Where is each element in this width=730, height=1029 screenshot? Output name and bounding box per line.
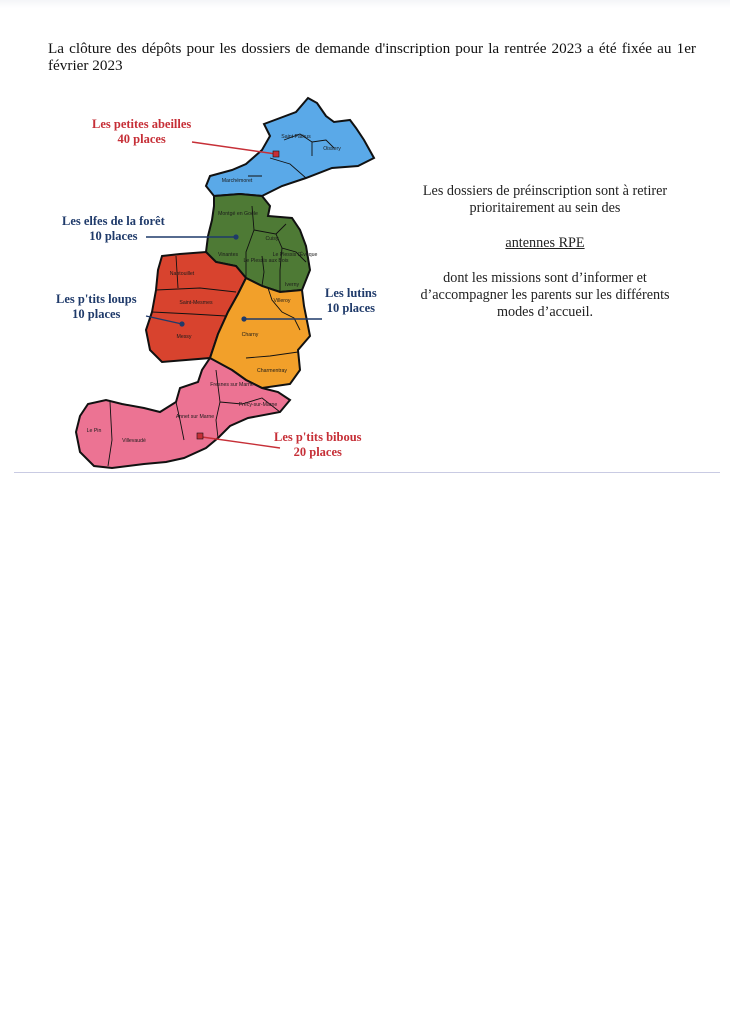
location-marker [197, 433, 203, 439]
commune-label: Marchémoret [221, 178, 253, 184]
commune-label: Villevaudé [122, 438, 146, 444]
commune-label: Montgé en Goële [218, 211, 258, 217]
location-marker [273, 151, 279, 157]
creche-name: Les petites abeilles [92, 117, 192, 131]
location-marker [233, 234, 238, 239]
commune-label: Le Pin [86, 428, 102, 434]
commune-label: Annet sur Marne [175, 414, 215, 420]
creche-label-ptits-loups [56, 292, 137, 322]
antennes-rpe-link[interactable]: antennes RPE [505, 235, 585, 251]
commune-label: Cuisy [265, 236, 279, 242]
info-line: d’accompagner les parents sur les différents [420, 287, 670, 303]
location-marker [241, 316, 246, 321]
creche-name: Les elfes de la forêt [62, 214, 165, 228]
info-line: dont les missions sont d’informer et [443, 270, 647, 286]
creche-label-elfes-de-la-foret [62, 214, 165, 244]
creche-label-lutins [325, 286, 377, 316]
commune-label: Charmentray [257, 368, 287, 374]
creche-label-ptits-bibous [274, 430, 362, 460]
info-line: prioritairement au sein des [469, 200, 621, 216]
info-block [410, 183, 680, 321]
creche-label-petites-abeilles [92, 117, 191, 147]
creche-places: 20 places [293, 445, 342, 459]
creche-name: Les p'tits loups [56, 292, 137, 306]
commune-label: Le Plessis aux Bois [243, 258, 289, 264]
creche-places: 10 places [326, 301, 376, 315]
commune-label: Iverny [284, 282, 300, 288]
creche-name: Les p'tits bibous [274, 430, 362, 444]
commune-label: Messy [176, 334, 192, 340]
commune-label: Saint-Mesmes [179, 300, 213, 306]
commune-label: Vinantes [217, 252, 239, 258]
creche-places: 10 places [72, 307, 121, 321]
info-line: modes d’accueil. [496, 304, 594, 320]
creche-places: 10 places [89, 229, 138, 243]
commune-label: Villeroy [273, 298, 291, 304]
commune-label: Saint Pathus [281, 134, 311, 140]
section-divider [14, 472, 720, 473]
commune-label: Fresnes sur Marne [210, 382, 254, 388]
commune-label: Le Plessis l'Évêque [272, 252, 318, 258]
commune-label: Précy-sur-Marne [238, 402, 278, 408]
commune-label: Oissery [323, 146, 341, 152]
commune-label: Nantouillet [169, 271, 195, 277]
info-line: Les dossiers de préinscription sont à retirer [422, 183, 668, 199]
creche-places: 40 places [117, 132, 166, 146]
location-marker [179, 321, 184, 326]
creche-name: Les lutins [325, 286, 377, 300]
commune-label: Charny [241, 332, 259, 338]
enrollment-deadline-notice: La clôture des dépôts pour les dossiers de demande d'inscription pour la rentrée 2023 a été fixée au 1er février 2023 [48, 40, 696, 74]
